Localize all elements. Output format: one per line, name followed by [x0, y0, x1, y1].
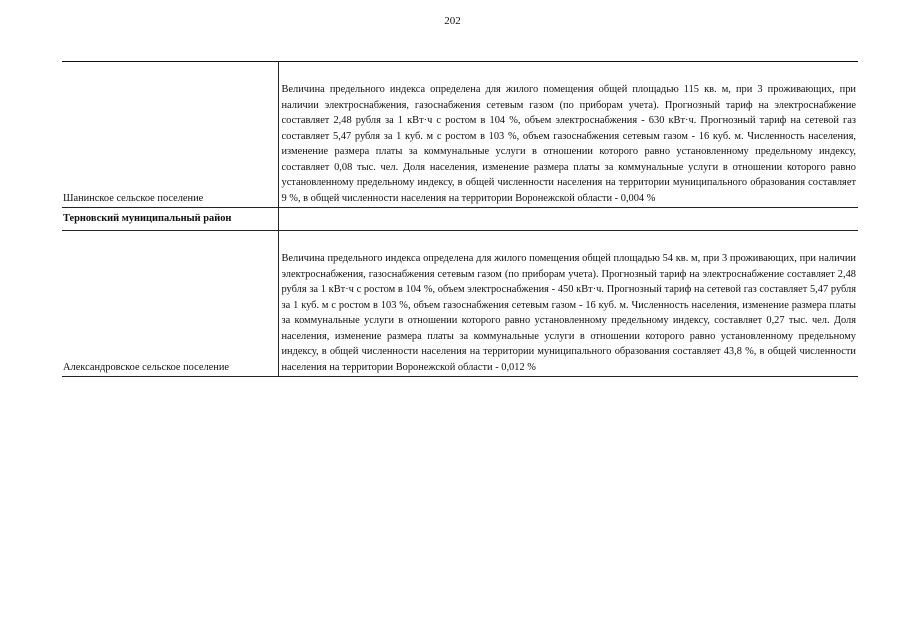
table-row-aleksandrovskoe: [62, 231, 858, 377]
index-table: [62, 61, 858, 377]
district-name: Терновский муниципальный район: [62, 208, 278, 231]
district-row: [62, 208, 858, 231]
district-empty-cell: [278, 208, 858, 231]
settlement-description: [278, 62, 858, 208]
description-text: Величина предельного индекса определена для жилого помещения общей площадью 54 кв. м, при 3 проживающих, при наличии электроснабжения, газоснабжения сетевым газом (по приборам учета). Прогнозный тариф на электроснабжение составляет 2,48 рубля за 1 кВт·ч с ростом в 104 %, объем электроснабжения - 450 кВт·ч. Прогнозный тариф на сетевой газ составляет 5,47 рубля за 1 куб. м с ростом в 103 %, объем газоснабжения сетевым газом - 16 куб. м. Численность населения, изменение размера платы за коммунальные услуги в отношении которого равно установленному предельному индексу, составляет 0,27 тыс. чел. Доля населения, изменение размера платы за коммунальные услуги в отношении которого равно установленному предельному индексу, в общей численности населения на территории муниципального образования составляет 43,8 %, в общей численности населения на территории Воронежской области - 0,012 %: [281, 253, 856, 373]
settlement-name: Шанинское сельское поселение: [62, 62, 278, 208]
settlement-description: [278, 231, 858, 377]
table-row-shaninskoe: [62, 62, 858, 208]
description-text: Величина предельного индекса определена для жилого помещения общей площадью 115 кв. м, при 3 проживающих, при наличии электроснабжения, газоснабжения сетевым газом (по приборам учета). Прогнозный тариф на электроснабжение составляет 2,48 рубля за 1 кВт·ч с ростом в 104 %, объем электроснабжения - 630 кВт·ч. Прогнозный тариф на сетевой газ составляет 5,47 рубля за 1 куб. м с ростом в 103 %, объем газоснабжения сетевым газом - 16 куб. м. Численность населения, изменение размера платы за коммунальные услуги в отношении которого равно установленному предельному индексу, составляет 0,08 тыс. чел. Доля населения, изменение размера платы за коммунальные услуги в отношении которого равно установленному предельному индексу, в общей численности населения на территории муниципального образования составляет 9 %, в общей численности населения на территории Воронежской области - 0,004 %: [281, 84, 856, 204]
page-number: 202: [444, 15, 461, 27]
settlement-name: Александровское сельское поселение: [62, 231, 278, 377]
